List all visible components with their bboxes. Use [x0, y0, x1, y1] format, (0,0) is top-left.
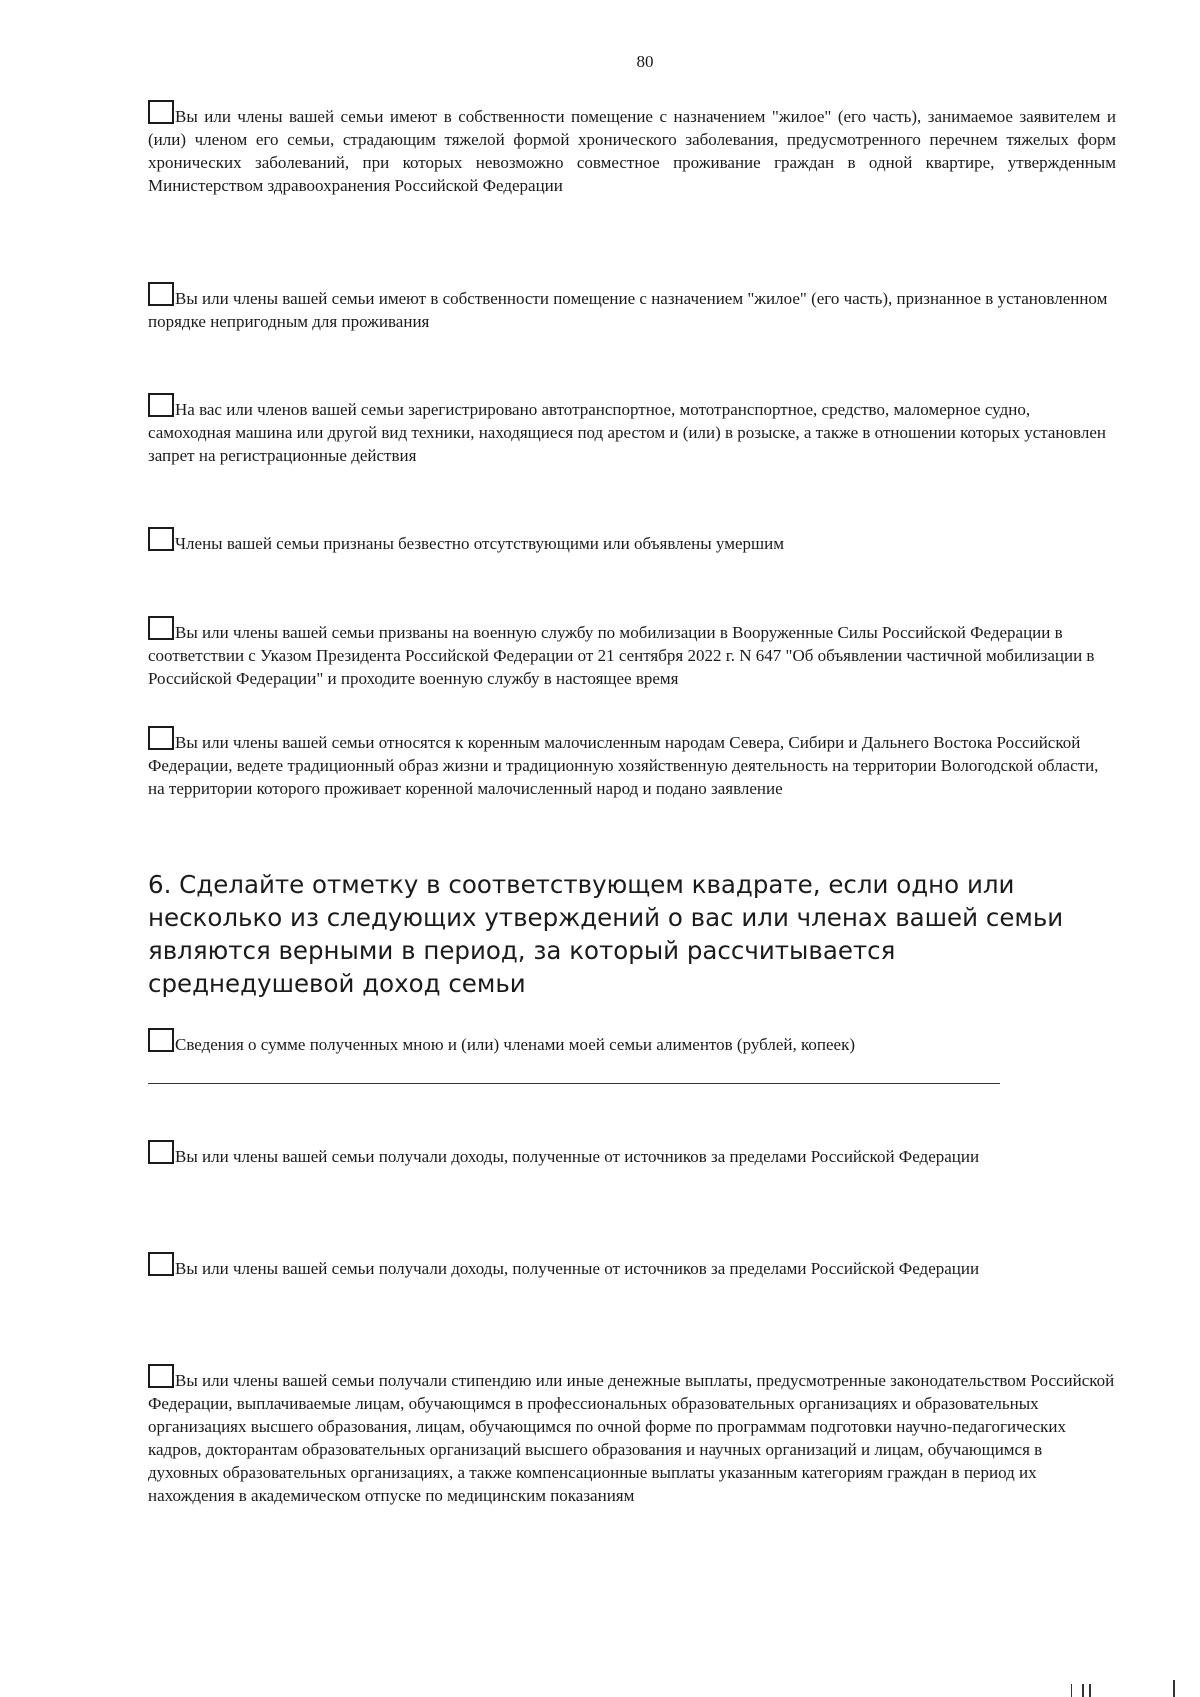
item-text: Члены вашей семьи признаны безвестно отсутствующими или объявлены умершим: [175, 534, 784, 553]
item-text: Вы или члены вашей семьи получали доходы, полученные от источников за пределами Российской Федерации: [175, 1147, 980, 1166]
list-item-alimony: [148, 1028, 1116, 1056]
list-item-missing-deceased: [148, 527, 1116, 555]
checkbox-vehicle-arrest[interactable]: [148, 393, 174, 417]
item-text: Вы или члены вашей семьи получали стипендию или иные денежные выплаты, предусмотренные законодательством Российской Федерации, выплачиваемые лицам, обучающимся в профессиональных образовательных организациях и образовательных организациях высшего образования, лицам, обучающимся по очной форме по программам подготовки научно-педагогических кадров, докторантам образовательных организаций высшего образования и научных организаций и лицам, обучающимся в духовных образовательных организациях, а также компенсационные выплаты указанным категориям граждан в период их нахождения в академическом отпуске по медицинским показаниям: [148, 1371, 1115, 1505]
section-6-heading: 6. Сделайте отметку в соответствующем квадрате, если одно или несколько из следующих утверждений о вас или членах вашей семьи являются верными в период, за который рассчитывается среднедушевой доход семьи: [148, 870, 1064, 998]
checkbox-foreign-income-2[interactable]: [148, 1252, 174, 1276]
scan-mark: [1173, 1680, 1175, 1697]
list-item-foreign-income-2: [148, 1252, 1116, 1280]
item-text: Сведения о сумме полученных мною и (или) членами моей семьи алиментов (рублей, копеек): [175, 1035, 855, 1054]
list-item-indigenous-peoples: [148, 726, 1116, 800]
item-text: Вы или члены вашей семьи имеют в собственности помещение с назначением "жилое" (его часть), занимаемое заявителем и (или) членом его семьи, страдающим тяжелой формой хронического заболевания, предусмотренного перечнем тяжелых форм хронических заболеваний, при которых невозможно совместное проживание граждан в одной квартире, утвержденным Министерством здравоохранения Российской Федерации: [148, 107, 1116, 195]
list-item-residence-unfit: [148, 282, 1116, 333]
checkbox-foreign-income-1[interactable]: [148, 1140, 174, 1164]
scan-mark: [1071, 1684, 1072, 1697]
item-text: Вы или члены вашей семьи относятся к коренным малочисленным народам Севера, Сибири и Дальнего Востока Российской Федерации, ведете традиционный образ жизни и традиционную хозяйственную деятельность на территории Вологодской области, на территории которого проживает коренной малочисленный народ и подано заявление: [148, 733, 1099, 798]
list-item-foreign-income-1: [148, 1140, 1116, 1168]
checkbox-missing-deceased[interactable]: [148, 527, 174, 551]
item-text: Вы или члены вашей семьи имеют в собственности помещение с назначением "жилое" (его часть), признанное в установленном порядке непригодным для проживания: [148, 289, 1108, 331]
list-item-mobilization: [148, 616, 1116, 690]
item-text: На вас или членов вашей семьи зарегистрировано автотранспортное, мототранспортное, средство, маломерное судно, самоходная машина или другой вид техники, находящиеся под арестом и (или) в розыске, а также в отношении которых установлен запрет на регистрационные действия: [148, 400, 1106, 465]
page-number: 80: [636, 52, 654, 71]
list-item-scholarship: [148, 1364, 1116, 1507]
scan-mark: [1082, 1684, 1084, 1697]
item-text: Вы или члены вашей семьи получали доходы, полученные от источников за пределами Российской Федерации: [175, 1259, 980, 1278]
checkbox-mobilization[interactable]: [148, 616, 174, 640]
checkbox-scholarship[interactable]: [148, 1364, 174, 1388]
alimony-amount-field[interactable]: [148, 1083, 1000, 1084]
list-item-vehicle-arrest: [148, 393, 1116, 467]
checkbox-indigenous-peoples[interactable]: [148, 726, 174, 750]
checkbox-residence-chronic-illness[interactable]: [148, 100, 174, 124]
list-item-residence-chronic-illness: [148, 100, 1116, 197]
item-text: Вы или члены вашей семьи призваны на военную службу по мобилизации в Вооруженные Силы Российской Федерации в соответствии с Указом Президента Российской Федерации от 21 сентября 2022 г. N 647 "Об объявлении частичной мобилизации в Российской Федерации" и проходите военную службу в настоящее время: [148, 623, 1095, 688]
scan-mark: [1089, 1684, 1091, 1697]
checkbox-residence-unfit[interactable]: [148, 282, 174, 306]
checkbox-alimony[interactable]: [148, 1028, 174, 1052]
